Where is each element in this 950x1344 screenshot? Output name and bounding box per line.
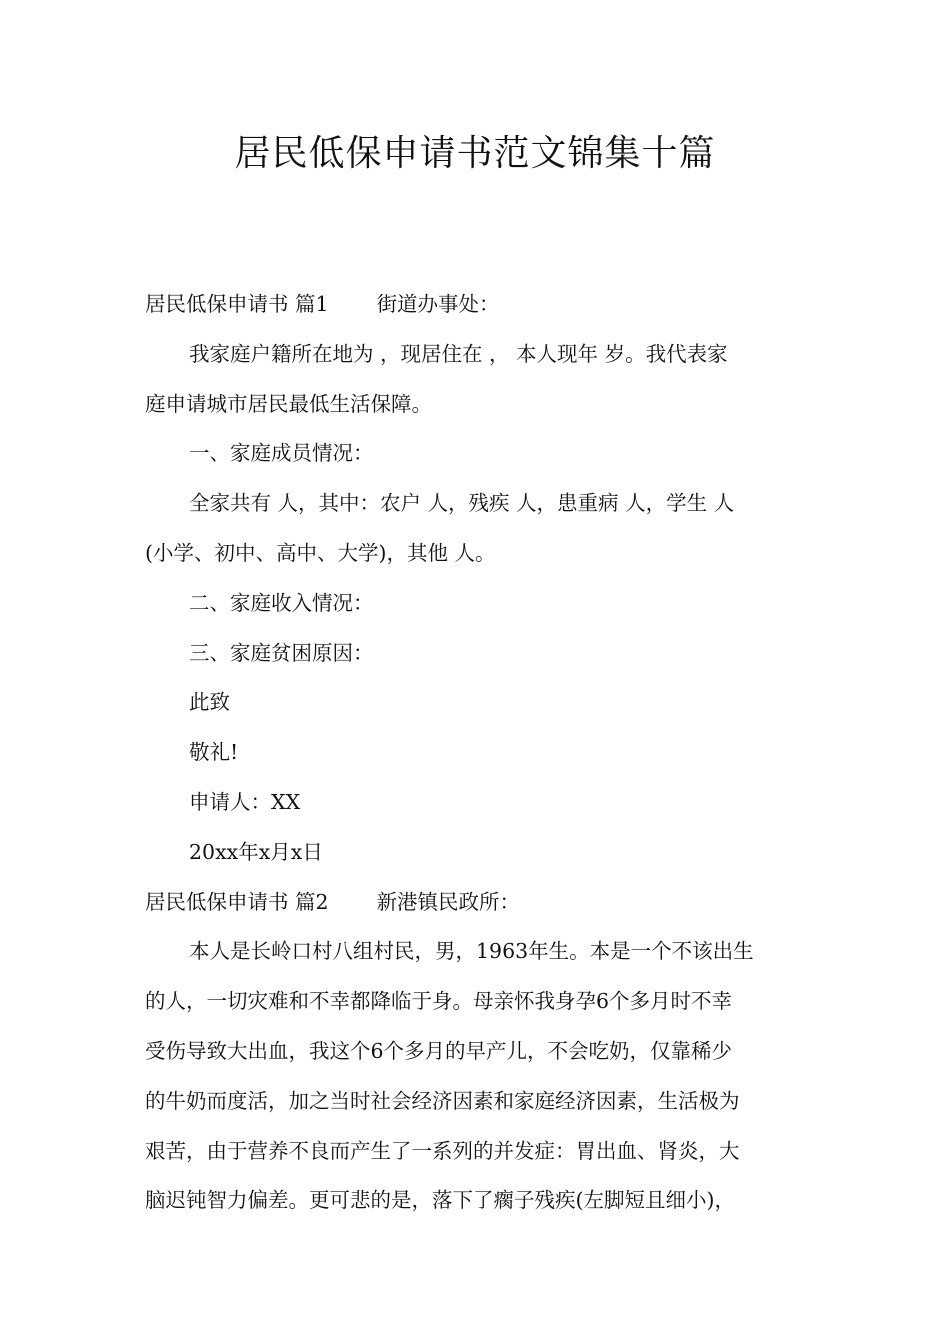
paragraph-line: (小学、初中、高中、大学)，其他 人。 (145, 540, 496, 565)
paragraph-line: 脑迟钝智力偏差。更可悲的是，落下了瘸子残疾(左脚短且细小)， (145, 1188, 735, 1213)
paragraph-line: 本人是长岭口村八组村民，男，1963年生。本是一个不该出生 (189, 939, 754, 964)
closing-line: 此致 (189, 690, 230, 715)
list-item: 一、家庭成员情况： (189, 441, 374, 466)
section-heading-2 (145, 878, 805, 928)
paragraph-line: 庭申请城市居民最低生活保障。 (145, 391, 432, 416)
closing-line: 敬礼! (189, 740, 239, 765)
paragraph-line: 艰苦，由于营养不良而产生了一系列的并发症：胃出血、肾炎，大 (145, 1138, 740, 1163)
addressee: 街道办事处： (376, 292, 500, 316)
addressee: 新港镇民政所： (376, 889, 521, 914)
page-title: 居民低保申请书范文锦集十篇 (234, 133, 716, 174)
paragraph-line: 的人，一切灾难和不幸都降临于身。母亲怀我身孕6个多月时不幸 (145, 989, 733, 1014)
list-item: 二、家庭收入情况： (189, 590, 374, 615)
list-item: 三、家庭贫困原因： (189, 640, 374, 665)
paragraph-line: 的牛奶而度活，加之当时社会经济因素和家庭经济因素，生活极为 (145, 1088, 740, 1113)
signature-line: 申请人：XX (189, 789, 301, 814)
paragraph-line: 我家庭户籍所在地为 ，现居住在 ， 本人现年 岁。我代表家 (189, 341, 728, 366)
section-heading-label: 居民低保申请书 篇2 (145, 889, 329, 914)
document-body (145, 280, 805, 1226)
date-line: 20xx年x月x日 (189, 839, 323, 864)
paragraph-line: 受伤导致大出血，我这个6个多月的早产儿，不会吃奶，仅靠稀少 (145, 1038, 733, 1063)
section-heading-label: 居民低保申请书 篇1 (145, 292, 329, 316)
section-heading-1 (145, 280, 805, 330)
paragraph-line: 全家共有 人，其中：农户 人，残疾 人，患重病 人，学生 人 (189, 491, 735, 516)
